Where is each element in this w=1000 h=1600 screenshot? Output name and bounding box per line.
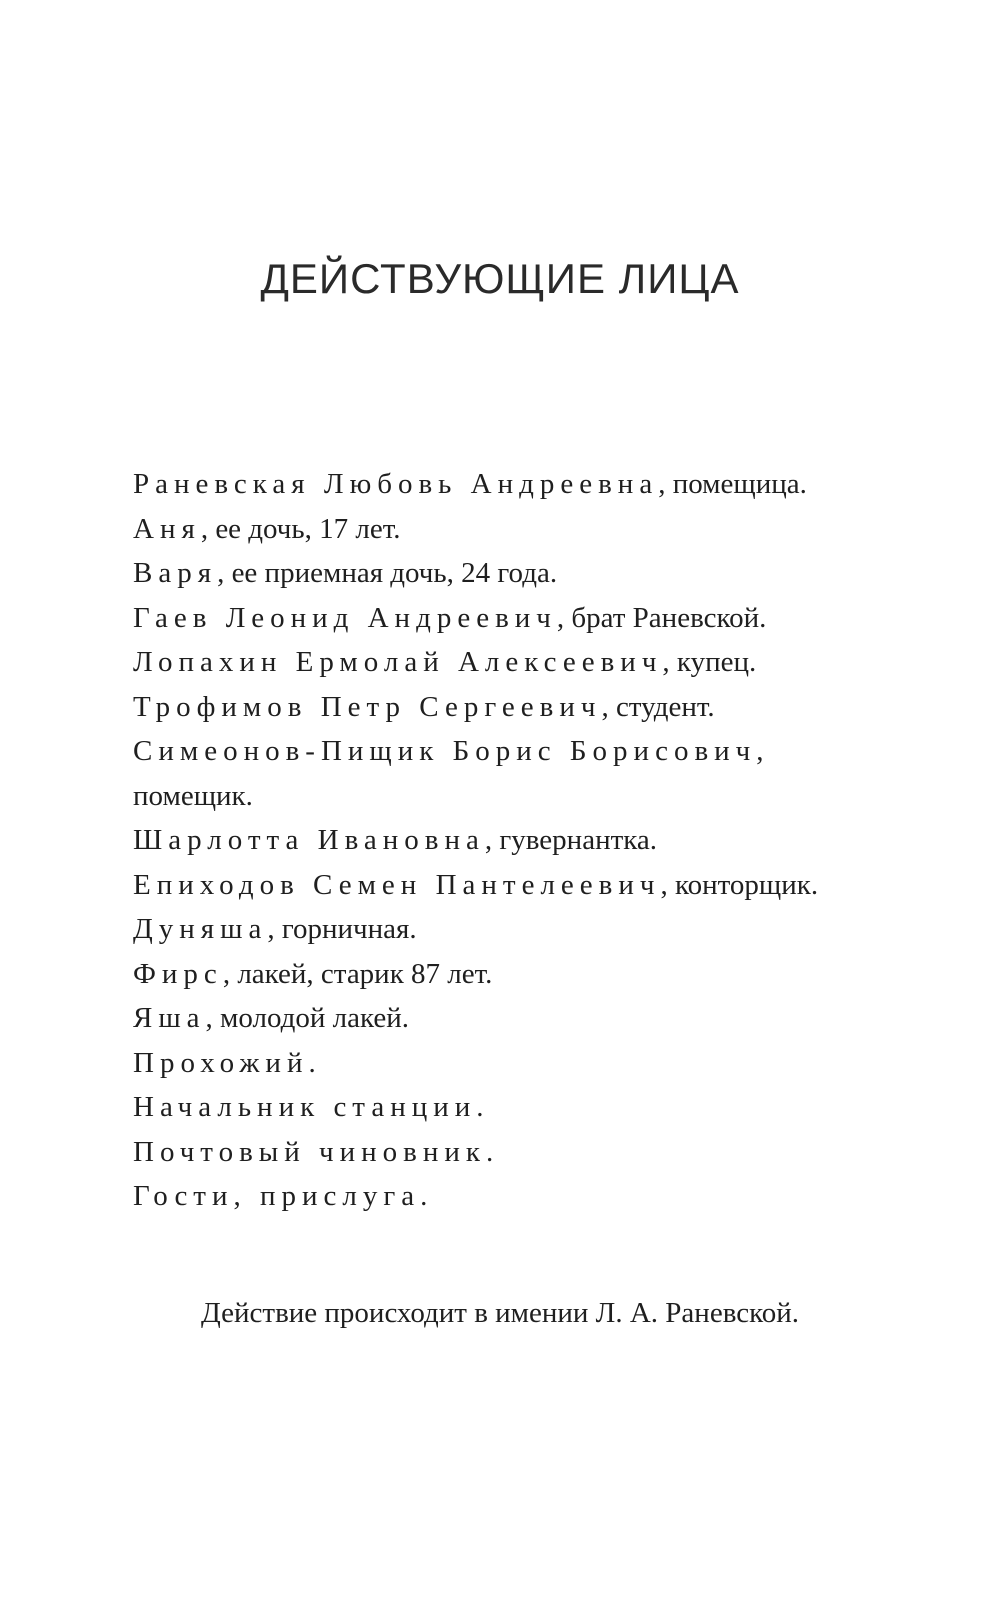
character-description: , молодой лакей. [205, 1002, 410, 1034]
cast-item [133, 685, 893, 730]
cast-item [133, 507, 893, 552]
character-description: , лакей, старик 87 лет. [222, 957, 493, 990]
cast-item [133, 640, 893, 685]
cast-item [133, 1174, 893, 1219]
cast-item [133, 907, 893, 952]
character-name: Раневская Любовь Андреевна [133, 468, 659, 500]
cast-item [133, 1085, 893, 1130]
character-description: , ее приемная дочь, 24 года. [217, 557, 558, 589]
character-description: , ее дочь, 17 лет. [200, 512, 401, 545]
cast-item [133, 1041, 893, 1086]
cast-item-continuation [133, 774, 893, 819]
character-name: Симеонов-Пищик Борис Борисович [133, 735, 757, 767]
character-name: Фирс [133, 957, 223, 990]
cast-item [133, 729, 893, 774]
setting-note: Действие происходит в имении Л. А. Раневской. [201, 1297, 799, 1329]
character-name: Аня [133, 512, 201, 545]
character-name: Лопахин Ермолай Алексеевич [133, 646, 663, 678]
character-name: Гаев Леонид Андреевич [133, 601, 557, 634]
cast-item [133, 596, 893, 641]
cast-item [133, 462, 893, 507]
character-description: , горничная. [267, 913, 417, 945]
character-description: , [756, 735, 764, 767]
character-name: Гости, прислуга. [133, 1180, 434, 1212]
character-description: , конторщик. [660, 868, 819, 901]
character-name: Почтовый чиновник. [133, 1135, 500, 1168]
cast-item [133, 1130, 893, 1175]
character-name: Прохожий. [133, 1046, 322, 1079]
character-name: Трофимов Петр Сергеевич [133, 690, 602, 723]
character-name: Яша [133, 1002, 206, 1034]
character-description: , гувернантка. [484, 824, 658, 856]
cast-list [133, 462, 893, 1219]
cast-item [133, 863, 893, 908]
character-description: , помещица. [658, 468, 807, 500]
character-name: Дуняша [133, 913, 268, 945]
cast-item [133, 952, 893, 997]
character-description: , брат Раневской. [556, 601, 767, 634]
cast-item [133, 818, 893, 863]
character-name: Варя [133, 557, 218, 589]
page-title: ДЕЙСТВУЮЩИЕ ЛИЦА [260, 255, 740, 303]
character-description: , купец. [662, 646, 757, 678]
character-name: Шарлотта Ивановна [133, 824, 485, 856]
cast-item [133, 996, 893, 1041]
character-description: , студент. [601, 690, 715, 723]
character-name: Епиходов Семен Пантелеевич [133, 868, 661, 901]
character-name: Начальник станции. [133, 1091, 490, 1123]
cast-item [133, 551, 893, 596]
character-description: помещик. [133, 779, 253, 812]
